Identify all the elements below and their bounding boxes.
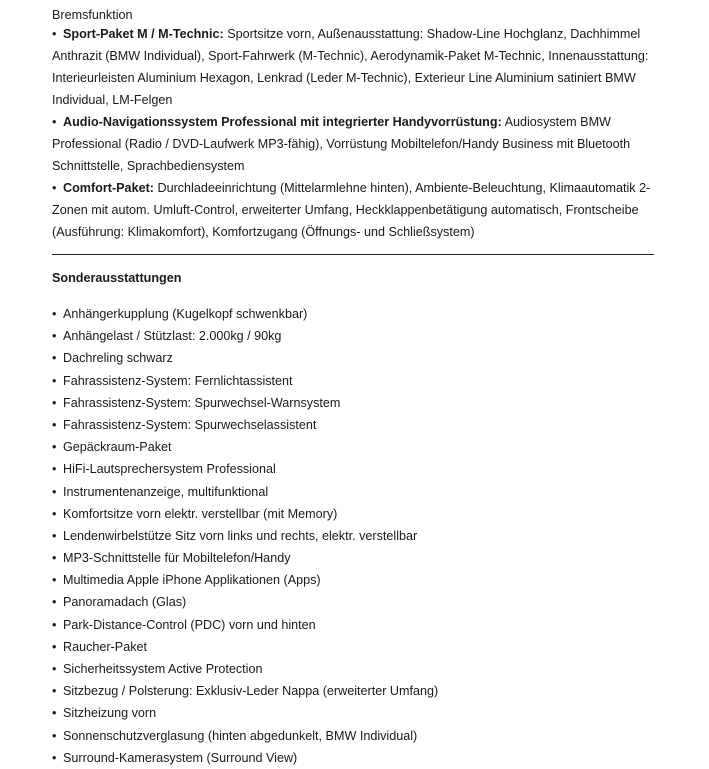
bullet-icon: • xyxy=(52,417,57,432)
list-item xyxy=(52,569,654,591)
list-item xyxy=(52,303,654,325)
bullet-icon: • xyxy=(52,329,57,344)
list-item xyxy=(52,525,654,547)
list-item-text: Sonnenschutzverglasung (hinten abgedunkelt, BMW Individual) xyxy=(63,728,418,743)
list-item xyxy=(52,458,654,480)
list-item xyxy=(52,347,654,369)
package-item xyxy=(52,23,654,111)
list-item-text: Anhängelast / Stützlast: 2.000kg / 90kg xyxy=(63,329,282,344)
list-item xyxy=(52,614,654,636)
package-title: Sport-Paket M / M-Technic: xyxy=(63,27,224,41)
package-item xyxy=(52,111,654,177)
list-item xyxy=(52,325,654,347)
list-item-text: Surround-Kamerasystem (Surround View) xyxy=(63,750,298,765)
bullet-icon: • xyxy=(52,395,57,410)
list-item xyxy=(52,725,654,747)
bullet-icon: • xyxy=(52,373,57,388)
list-item xyxy=(52,503,654,525)
bullet-icon: • xyxy=(52,115,57,129)
bullet-icon: • xyxy=(52,27,57,41)
list-item-text: Sitzbezug / Polsterung: Exklusiv-Leder Nappa (erweiterter Umfang) xyxy=(63,684,439,699)
list-item xyxy=(52,392,654,414)
bullet-icon: • xyxy=(52,662,57,676)
list-item-text: Sitzheizung vorn xyxy=(63,706,157,721)
package-list xyxy=(52,23,654,243)
list-item xyxy=(52,658,654,680)
bullet-icon: • xyxy=(52,573,57,588)
extras-list xyxy=(52,303,654,769)
list-item xyxy=(52,702,654,724)
list-item-text: Anhängerkupplung (Kugelkopf schwenkbar) xyxy=(63,307,308,321)
list-item-text: Dachreling schwarz xyxy=(63,351,173,366)
package-text: Durchladeeinrichtung (Mittelarmlehne hinten), Ambiente-Beleuchtung, Klimaautomatik 2-Zonen mit autom. Umluft-Control, erweiterter Umfang, Heckklappenbetätigung automatisch, Frontscheibe (Ausführung: Klimakomfort), Komfortzugang (Öffnungs- und Schließsystem) xyxy=(52,181,651,239)
bullet-icon: • xyxy=(52,750,57,765)
bullet-icon: • xyxy=(52,617,57,632)
list-item-text: Gepäckraum-Paket xyxy=(63,440,172,455)
list-item xyxy=(52,547,654,569)
bullet-icon: • xyxy=(52,528,57,543)
list-item-text: Fahrassistenz-System: Fernlichtassistent xyxy=(63,373,293,388)
bullet-icon: • xyxy=(52,307,57,321)
list-item xyxy=(52,591,654,613)
bullet-icon: • xyxy=(52,462,57,477)
bullet-icon: • xyxy=(52,551,57,566)
section-divider xyxy=(52,254,654,255)
bullet-icon: • xyxy=(52,484,57,499)
package-item xyxy=(52,177,654,243)
list-item-text: MP3-Schnittstelle für Mobiltelefon/Handy xyxy=(63,551,291,566)
list-item-text: HiFi-Lautsprechersystem Professional xyxy=(63,462,276,477)
list-item-text: Sicherheitssystem Active Protection xyxy=(63,662,263,676)
bullet-icon: • xyxy=(52,351,57,366)
bullet-icon: • xyxy=(52,639,57,654)
intro-text: Bremsfunktion xyxy=(52,8,133,22)
list-item-text: Lendenwirbelstütze Sitz vorn links und rechts, elektr. verstellbar xyxy=(63,528,418,543)
bullet-icon: • xyxy=(52,181,57,195)
list-item xyxy=(52,636,654,658)
list-item-text: Park-Distance-Control (PDC) vorn und hinten xyxy=(63,617,316,632)
bullet-icon: • xyxy=(52,506,57,521)
bullet-icon: • xyxy=(52,706,57,721)
package-text: Sportsitze vorn, Außenausstattung: Shadow-Line Hochglanz, Dachhimmel Anthrazit (BMW Individual), Sport-Fahrwerk (M-Technic), Aerodynamik-Paket M-Technic, Innenausstattung: Interieurleisten Aluminium Hexagon, Lenkrad (Leder M-Technic), Exterieur Line Aluminium satiniert BMW Individual, LM-Felgen xyxy=(52,27,649,107)
bullet-icon: • xyxy=(52,684,57,699)
package-title: Comfort-Paket: xyxy=(63,181,154,195)
package-title: Audio-Navigationssystem Professional mit integrierter Handyvorrüstung: xyxy=(63,115,502,129)
bullet-icon: • xyxy=(52,728,57,743)
bullet-icon: • xyxy=(52,440,57,455)
list-item xyxy=(52,680,654,702)
list-item xyxy=(52,414,654,436)
list-item xyxy=(52,747,654,769)
list-item-text: Komfortsitze vorn elektr. verstellbar (mit Memory) xyxy=(63,506,338,521)
list-item-text: Raucher-Paket xyxy=(63,639,147,654)
list-item xyxy=(52,370,654,392)
list-item-text: Fahrassistenz-System: Spurwechsel-Warnsystem xyxy=(63,395,341,410)
section-heading: Sonderausstattungen xyxy=(52,271,182,285)
list-item-text: Multimedia Apple iPhone Applikationen (Apps) xyxy=(63,573,321,588)
list-item-text: Panoramadach (Glas) xyxy=(63,595,187,610)
bullet-icon: • xyxy=(52,595,57,610)
package-text: Audiosystem BMW Professional (Radio / DVD-Laufwerk MP3-fähig), Vorrüstung Mobiltelefon/Handy Business mit Bluetooth Schnittstelle, Sprachbediensystem xyxy=(52,115,631,173)
list-item xyxy=(52,481,654,503)
list-item-text: Fahrassistenz-System: Spurwechselassistent xyxy=(63,417,317,432)
list-item-text: Instrumentenanzeige, multifunktional xyxy=(63,484,269,499)
list-item xyxy=(52,436,654,458)
